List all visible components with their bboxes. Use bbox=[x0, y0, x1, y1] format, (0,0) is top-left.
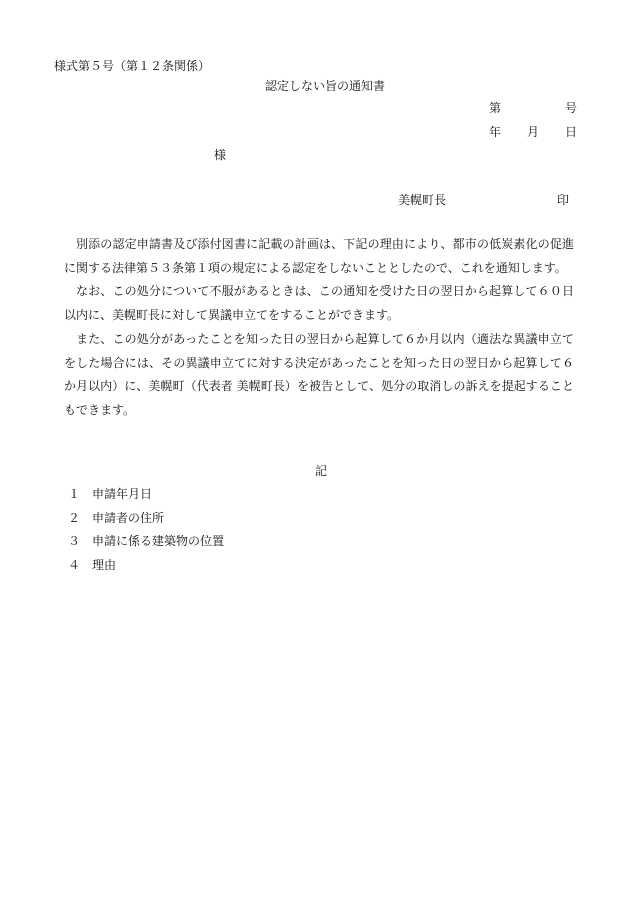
item-label: 申請者の住所 bbox=[92, 510, 165, 525]
paragraph-lawsuit: また、この処分があったことを知った日の翌日から起算して６か月以内（適法な異議申立てをした場合には、その異議申立てに対する決定があったことを知った日の翌日から起算して６か月以内）に、美幌町（代表者 美幌町長）を被告として、処分の取消しの訴えを提起することもできます。 bbox=[64, 331, 574, 417]
paragraph-objection: なお、この処分について不服があるときは、この通知を受けた日の翌日から起算して６０日以内に、美幌町長に対して異議申立てをすることができます。 bbox=[64, 284, 574, 323]
date-day: 日 bbox=[565, 125, 578, 139]
ki-heading: 記 bbox=[314, 464, 327, 478]
item-list bbox=[68, 486, 224, 581]
number-suffix: 号 bbox=[565, 101, 578, 115]
document-title: 認定しない旨の通知書 bbox=[264, 79, 385, 93]
item-number: １ bbox=[68, 487, 81, 501]
issuer-name: 美幌町長 bbox=[398, 193, 447, 207]
item-number: ３ bbox=[68, 534, 81, 549]
list-item bbox=[68, 486, 224, 510]
paragraph-reason: 別添の認定申請書及び添付図書に記載の計画は、下記の理由により、都市の低炭素化の促進に関する法律第５３条第１項の規定による認定をしないこととしたので、これを通知します。 bbox=[64, 237, 574, 275]
item-label: 申請に係る建築物の位置 bbox=[92, 534, 225, 549]
date-year: 年 bbox=[489, 125, 502, 139]
date-month: 月 bbox=[527, 125, 540, 139]
number-prefix: 第 bbox=[489, 101, 502, 115]
item-label: 理由 bbox=[92, 558, 117, 573]
list-item bbox=[68, 533, 224, 557]
list-item bbox=[68, 510, 224, 534]
form-id: 様式第５号（第１２条関係） bbox=[54, 59, 211, 73]
item-label: 申請年月日 bbox=[92, 487, 153, 501]
addressee-suffix: 様 bbox=[214, 148, 227, 162]
list-item bbox=[68, 557, 224, 581]
item-number: ２ bbox=[68, 510, 81, 525]
document-number-line bbox=[489, 100, 578, 116]
notice-body bbox=[64, 233, 574, 423]
seal-mark: 印 bbox=[557, 193, 570, 207]
item-number: ４ bbox=[68, 558, 81, 573]
